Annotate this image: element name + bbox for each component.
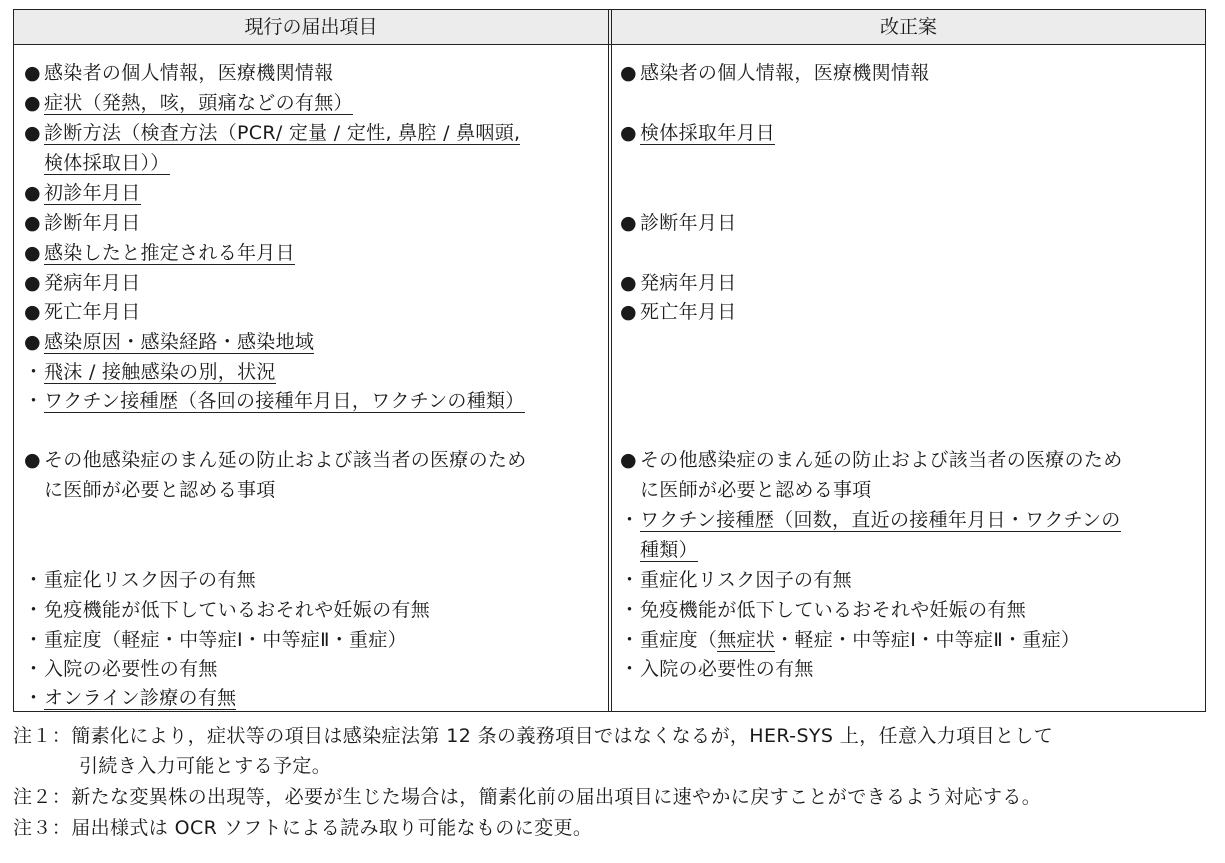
list-item: ● 感染したと推定される年月日 — [24, 242, 295, 264]
list-item: ● その他感染症のまん延の防止および該当者の医療のため — [620, 449, 1123, 471]
revision-proposal-column — [612, 44, 1205, 711]
list-item: ● 検体採取年月日 — [620, 122, 776, 144]
list-item: ● 診断年月日 — [24, 212, 141, 234]
header-revision-proposal: 改正案 — [879, 16, 937, 38]
list-item: ・飛沫 / 接触感染の別，状況 — [24, 361, 276, 383]
current-items-column — [14, 44, 608, 711]
footnote-continuation: 引続き入力可能とする予定。 — [79, 755, 332, 777]
list-item-continuation: 種類） — [640, 539, 698, 561]
list-item: ・重症化リスク因子の有無 — [24, 569, 256, 591]
list-item: ・ワクチン接種歴（各回の接種年月日，ワクチンの種類） — [24, 390, 525, 412]
footnote: 注１：簡素化により，症状等の項目は感染症法第 12 条の義務項目ではなくなるが，HER-SYS 上，任意入力項目として — [13, 725, 1054, 747]
list-item: ● 死亡年月日 — [620, 301, 737, 323]
list-item: ・入院の必要性の有無 — [620, 658, 814, 680]
list-item-continuation: 検体採取日）） — [44, 152, 170, 174]
list-item-continuation: に医師が必要と認める事項 — [640, 479, 872, 501]
list-item: ● 診断年月日 — [620, 212, 737, 234]
list-item: ● 症状（発熱，咳，頭痛などの有無） — [24, 92, 353, 114]
header-current-items: 現行の届出項目 — [244, 16, 378, 38]
footnote: 注３：届出様式は OCR ソフトによる読み取り可能なものに変更。 — [13, 817, 593, 839]
list-item: ・入院の必要性の有無 — [24, 658, 218, 680]
list-item: ● その他感染症のまん延の防止および該当者の医療のため — [24, 449, 527, 471]
list-item: ・ワクチン接種歴（回数，直近の接種年月日・ワクチンの — [620, 509, 1121, 531]
list-item: ● 発病年月日 — [24, 272, 141, 294]
list-item: ● 感染原因・感染経路・感染地域 — [24, 331, 315, 353]
list-item: ・重症度（軽症・中等症Ⅰ・中等症Ⅱ・重症） — [24, 629, 407, 651]
list-item-continuation: に医師が必要と認める事項 — [44, 479, 276, 501]
comparison-table — [13, 9, 1206, 712]
list-item: ● 診断方法（検査方法（PCR/ 定量 / 定性, 鼻腔 / 鼻咽頭, — [24, 122, 521, 144]
list-item: ● 発病年月日 — [620, 272, 737, 294]
list-item: ● 感染者の個人情報，医療機関情報 — [24, 62, 334, 84]
footnote: 注２：新たな変異株の出現等，必要が生じた場合は，簡素化前の届出項目に速やかに戻すことができるよう対応する。 — [13, 786, 1042, 808]
list-item: ・重症度（無症状・軽症・中等症Ⅰ・中等症Ⅱ・重症） — [620, 629, 1081, 651]
list-item: ・重症化リスク因子の有無 — [620, 569, 852, 591]
list-item: ● 死亡年月日 — [24, 301, 141, 323]
list-item: ・オンライン診療の有無 — [24, 687, 237, 709]
list-item: ・免疫機能が低下しているおそれや妊娠の有無 — [24, 599, 431, 621]
list-item: ● 初診年月日 — [24, 182, 141, 204]
list-item: ・免疫機能が低下しているおそれや妊娠の有無 — [620, 599, 1027, 621]
list-item: ● 感染者の個人情報，医療機関情報 — [620, 62, 930, 84]
